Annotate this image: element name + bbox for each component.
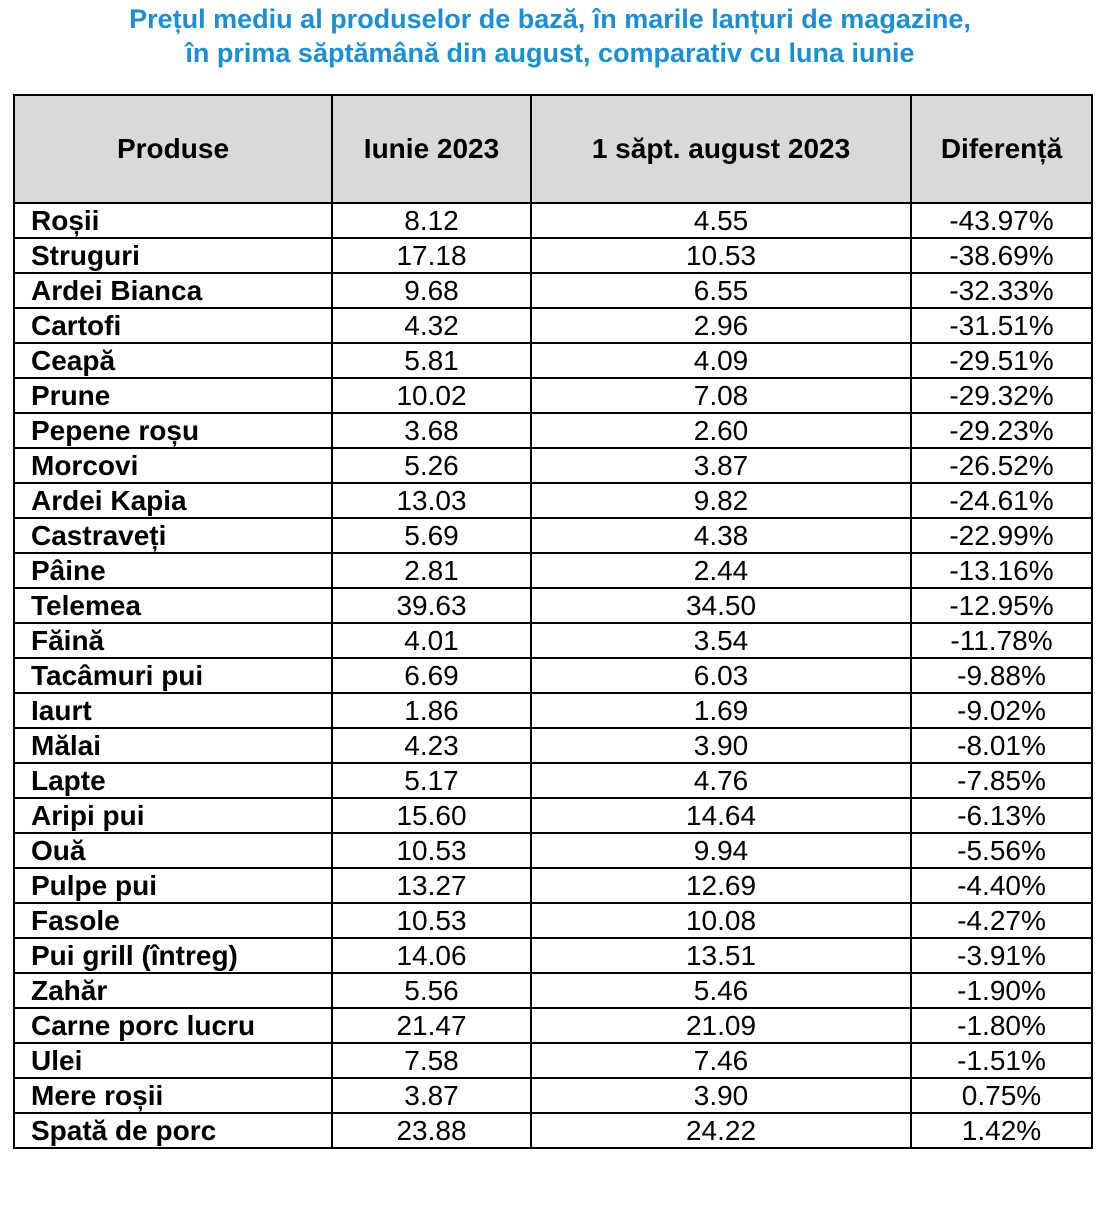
table-row <box>14 1113 1092 1148</box>
product-name-cell: Pâine <box>14 553 332 588</box>
price-august-cell: 3.87 <box>531 448 911 483</box>
price-difference-cell: -22.99% <box>911 518 1092 553</box>
product-name-cell: Mălai <box>14 728 332 763</box>
price-difference-cell: -13.16% <box>911 553 1092 588</box>
product-name-cell: Ceapă <box>14 343 332 378</box>
price-august-cell: 4.76 <box>531 763 911 798</box>
product-name-cell: Castraveți <box>14 518 332 553</box>
header-produse: Produse <box>14 95 332 203</box>
table-row <box>14 763 1092 798</box>
price-august-cell: 3.90 <box>531 1078 911 1113</box>
table-row <box>14 483 1092 518</box>
price-august-cell: 4.09 <box>531 343 911 378</box>
header-august-2023: 1 săpt. august 2023 <box>531 95 911 203</box>
table-row <box>14 1078 1092 1113</box>
price-august-cell: 7.08 <box>531 378 911 413</box>
table-row <box>14 203 1092 238</box>
table-row <box>14 448 1092 483</box>
product-name-cell: Prune <box>14 378 332 413</box>
price-august-cell: 6.03 <box>531 658 911 693</box>
price-june-cell: 17.18 <box>332 238 531 273</box>
header-iunie-2023: Iunie 2023 <box>332 95 531 203</box>
table-row <box>14 1008 1092 1043</box>
price-difference-cell: -3.91% <box>911 938 1092 973</box>
title-line-2: în prima săptămână din august, comparativ cu luna iunie <box>185 38 915 68</box>
price-difference-cell: -5.56% <box>911 833 1092 868</box>
price-difference-cell: -8.01% <box>911 728 1092 763</box>
price-june-cell: 23.88 <box>332 1113 531 1148</box>
title-line-1: Prețul mediu al produselor de bază, în marile lanțuri de magazine, <box>129 4 971 34</box>
price-difference-cell: -1.80% <box>911 1008 1092 1043</box>
price-difference-cell: -4.27% <box>911 903 1092 938</box>
price-difference-cell: -43.97% <box>911 203 1092 238</box>
price-difference-cell: -31.51% <box>911 308 1092 343</box>
product-name-cell: Pui grill (întreg) <box>14 938 332 973</box>
table-row <box>14 238 1092 273</box>
table-row <box>14 1043 1092 1078</box>
table-row <box>14 728 1092 763</box>
table-row <box>14 693 1092 728</box>
price-june-cell: 5.56 <box>332 973 531 1008</box>
price-difference-cell: -9.88% <box>911 658 1092 693</box>
price-difference-cell: -9.02% <box>911 693 1092 728</box>
table-row <box>14 798 1092 833</box>
price-august-cell: 7.46 <box>531 1043 911 1078</box>
table-row <box>14 413 1092 448</box>
price-june-cell: 6.69 <box>332 658 531 693</box>
product-name-cell: Morcovi <box>14 448 332 483</box>
header-row <box>14 95 1092 203</box>
price-august-cell: 5.46 <box>531 973 911 1008</box>
product-name-cell: Struguri <box>14 238 332 273</box>
price-difference-cell: -24.61% <box>911 483 1092 518</box>
price-june-cell: 14.06 <box>332 938 531 973</box>
price-june-cell: 15.60 <box>332 798 531 833</box>
price-june-cell: 7.58 <box>332 1043 531 1078</box>
price-june-cell: 3.68 <box>332 413 531 448</box>
table-row <box>14 868 1092 903</box>
price-june-cell: 10.53 <box>332 833 531 868</box>
price-june-cell: 5.26 <box>332 448 531 483</box>
price-august-cell: 9.82 <box>531 483 911 518</box>
price-comparison-table <box>13 94 1093 1149</box>
price-difference-cell: 1.42% <box>911 1113 1092 1148</box>
product-name-cell: Tacâmuri pui <box>14 658 332 693</box>
table-row <box>14 833 1092 868</box>
price-june-cell: 39.63 <box>332 588 531 623</box>
price-june-cell: 10.53 <box>332 903 531 938</box>
table-row <box>14 553 1092 588</box>
product-name-cell: Pepene roșu <box>14 413 332 448</box>
price-june-cell: 5.17 <box>332 763 531 798</box>
price-difference-cell: -38.69% <box>911 238 1092 273</box>
price-august-cell: 13.51 <box>531 938 911 973</box>
price-june-cell: 9.68 <box>332 273 531 308</box>
table-row <box>14 273 1092 308</box>
price-august-cell: 4.55 <box>531 203 911 238</box>
product-name-cell: Spată de porc <box>14 1113 332 1148</box>
table-row <box>14 588 1092 623</box>
price-difference-cell: -1.51% <box>911 1043 1092 1078</box>
price-june-cell: 13.27 <box>332 868 531 903</box>
price-difference-cell: -6.13% <box>911 798 1092 833</box>
price-june-cell: 5.69 <box>332 518 531 553</box>
price-difference-cell: -12.95% <box>911 588 1092 623</box>
price-august-cell: 2.44 <box>531 553 911 588</box>
price-august-cell: 3.90 <box>531 728 911 763</box>
product-name-cell: Fasole <box>14 903 332 938</box>
price-difference-cell: -29.32% <box>911 378 1092 413</box>
price-august-cell: 3.54 <box>531 623 911 658</box>
price-june-cell: 4.23 <box>332 728 531 763</box>
table-body <box>14 203 1092 1148</box>
price-difference-cell: -7.85% <box>911 763 1092 798</box>
table-row <box>14 308 1092 343</box>
price-august-cell: 21.09 <box>531 1008 911 1043</box>
product-name-cell: Iaurt <box>14 693 332 728</box>
price-august-cell: 34.50 <box>531 588 911 623</box>
page-title <box>0 2 1100 70</box>
price-june-cell: 4.32 <box>332 308 531 343</box>
price-difference-cell: -26.52% <box>911 448 1092 483</box>
table-row <box>14 343 1092 378</box>
price-june-cell: 13.03 <box>332 483 531 518</box>
table-row <box>14 973 1092 1008</box>
table-row <box>14 658 1092 693</box>
table-row <box>14 903 1092 938</box>
price-august-cell: 6.55 <box>531 273 911 308</box>
price-august-cell: 2.96 <box>531 308 911 343</box>
table-row <box>14 623 1092 658</box>
price-august-cell: 4.38 <box>531 518 911 553</box>
price-june-cell: 3.87 <box>332 1078 531 1113</box>
price-june-cell: 5.81 <box>332 343 531 378</box>
price-august-cell: 2.60 <box>531 413 911 448</box>
price-august-cell: 1.69 <box>531 693 911 728</box>
product-name-cell: Ouă <box>14 833 332 868</box>
price-august-cell: 12.69 <box>531 868 911 903</box>
price-difference-cell: -4.40% <box>911 868 1092 903</box>
price-august-cell: 14.64 <box>531 798 911 833</box>
table-row <box>14 938 1092 973</box>
product-name-cell: Făină <box>14 623 332 658</box>
price-august-cell: 24.22 <box>531 1113 911 1148</box>
price-june-cell: 21.47 <box>332 1008 531 1043</box>
product-name-cell: Pulpe pui <box>14 868 332 903</box>
product-name-cell: Carne porc lucru <box>14 1008 332 1043</box>
table-header <box>14 95 1092 203</box>
price-june-cell: 1.86 <box>332 693 531 728</box>
product-name-cell: Ardei Kapia <box>14 483 332 518</box>
product-name-cell: Roșii <box>14 203 332 238</box>
product-name-cell: Ulei <box>14 1043 332 1078</box>
price-june-cell: 2.81 <box>332 553 531 588</box>
price-june-cell: 4.01 <box>332 623 531 658</box>
price-difference-cell: -29.23% <box>911 413 1092 448</box>
price-august-cell: 9.94 <box>531 833 911 868</box>
price-june-cell: 10.02 <box>332 378 531 413</box>
price-difference-cell: 0.75% <box>911 1078 1092 1113</box>
price-difference-cell: -29.51% <box>911 343 1092 378</box>
product-name-cell: Lapte <box>14 763 332 798</box>
product-name-cell: Cartofi <box>14 308 332 343</box>
price-august-cell: 10.53 <box>531 238 911 273</box>
price-difference-cell: -11.78% <box>911 623 1092 658</box>
product-name-cell: Telemea <box>14 588 332 623</box>
header-diferenta: Diferență <box>911 95 1092 203</box>
price-difference-cell: -32.33% <box>911 273 1092 308</box>
product-name-cell: Ardei Bianca <box>14 273 332 308</box>
price-june-cell: 8.12 <box>332 203 531 238</box>
price-august-cell: 10.08 <box>531 903 911 938</box>
price-difference-cell: -1.90% <box>911 973 1092 1008</box>
product-name-cell: Aripi pui <box>14 798 332 833</box>
product-name-cell: Mere roșii <box>14 1078 332 1113</box>
product-name-cell: Zahăr <box>14 973 332 1008</box>
table-row <box>14 518 1092 553</box>
table-row <box>14 378 1092 413</box>
